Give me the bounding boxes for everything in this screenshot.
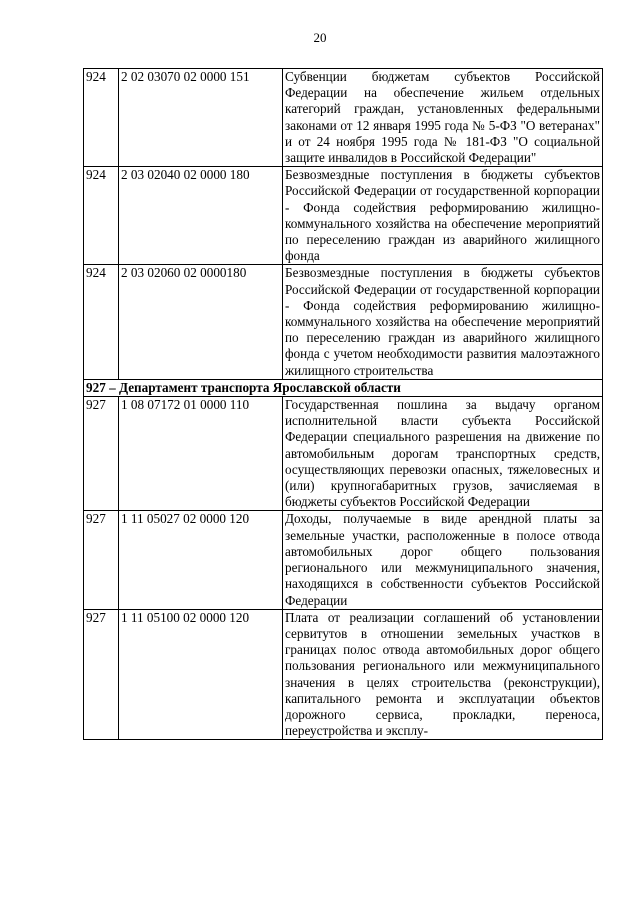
revenue-name-cell: Доходы, получаемые в виде арендной платы за земельные участки, расположенные в полосе отвода автомобильных дорог общего пользования регионального или межмуниципального значения, находящихся в собственности субъектов Российской Федерации	[283, 511, 603, 609]
table-row	[84, 167, 603, 265]
revenue-code-cell: 2 03 02060 02 0000180	[119, 265, 283, 379]
revenue-codes-table	[83, 68, 603, 740]
table-row	[84, 397, 603, 511]
revenue-name-cell: Плата от реализации соглашений об установлении сервитутов в отношении земельных участков в границах полос отвода автомобильных дорог общего пользования регионального или межмуниципального значения в целях строительства (реконструкции), капитального ремонта и эксплуатации объектов дорожного сервиса, прокладки, переноса, переустройства и эксплу-	[283, 609, 603, 740]
section-header-row	[84, 379, 603, 396]
revenue-code-cell: 1 11 05100 02 0000 120	[119, 609, 283, 740]
revenue-name-cell: Безвозмездные поступления в бюджеты субъектов Российской Федерации от государственной корпорации - Фонда содействия реформированию жилищно-коммунального хозяйства на обеспечение мероприятий по переселению граждан из аварийного жилищного фонда	[283, 167, 603, 265]
revenue-name-cell: Безвозмездные поступления в бюджеты субъектов Российской Федерации от государственной корпорации - Фонда содействия реформированию жилищно-коммунального хозяйства на обеспечение мероприятий по переселению граждан из аварийного жилищного фонда с учетом необходимости развития малоэтажного жилищного строительства	[283, 265, 603, 379]
table-row	[84, 69, 603, 167]
admin-code-cell: 927	[84, 609, 119, 740]
revenue-code-cell: 2 02 03070 02 0000 151	[119, 69, 283, 167]
admin-code-cell: 924	[84, 69, 119, 167]
page-number: 20	[313, 30, 327, 45]
admin-code-cell: 924	[84, 265, 119, 379]
revenue-name-cell: Государственная пошлина за выдачу органом исполнительной власти субъекта Российской Федерации специального разрешения на движение по автомобильным дорогам транспортных средств, осуществляющих перевозки опасных, тяжеловесных и (или) крупногабаритных грузов, зачисляемая в бюджеты субъектов Российской Федерации	[283, 397, 603, 511]
admin-code-cell: 924	[84, 167, 119, 265]
table-row	[84, 511, 603, 609]
table-row	[84, 609, 603, 740]
revenue-code-cell: 1 08 07172 01 0000 110	[119, 397, 283, 511]
admin-code-cell: 927	[84, 397, 119, 511]
section-title: 927 – Департамент транспорта Ярославской области	[84, 379, 603, 396]
revenue-code-cell: 1 11 05027 02 0000 120	[119, 511, 283, 609]
revenue-code-cell: 2 03 02040 02 0000 180	[119, 167, 283, 265]
revenue-name-cell: Субвенции бюджетам субъектов Российской Федерации на обеспечение жильем отдельных категорий граждан, установленных федеральными законами от 12 января 1995 года № 5-ФЗ "О ветеранах" и от 24 ноября 1995 года № 181-ФЗ "О социальной защите инвалидов в Российской Федерации"	[283, 69, 603, 167]
table-row	[84, 265, 603, 379]
admin-code-cell: 927	[84, 511, 119, 609]
